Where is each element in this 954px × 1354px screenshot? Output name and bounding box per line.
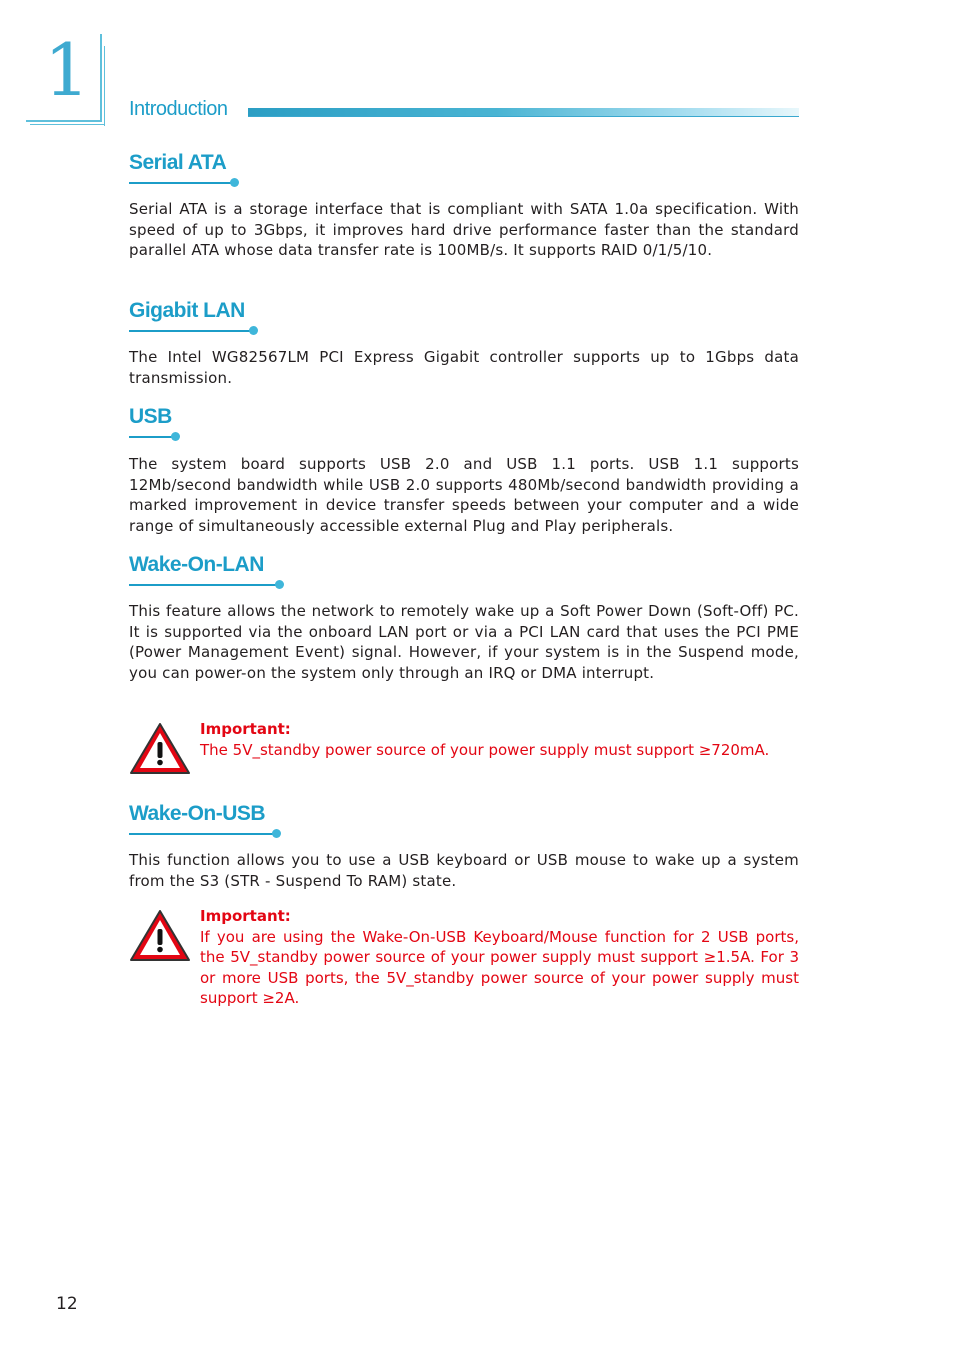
section-underline: [129, 178, 799, 188]
section-underline: [129, 580, 799, 590]
section-wake-on-usb: [129, 801, 799, 891]
section-body: The Intel WG82567LM PCI Express Gigabit controller supports up to 1Gbps data transmission.: [129, 348, 799, 387]
section-underline: [129, 432, 799, 442]
section-title: USB: [129, 405, 172, 428]
chapter-frame-line: [104, 46, 105, 126]
chapter-frame-line: [100, 34, 102, 122]
important-note: [129, 719, 799, 760]
section-usb: [129, 404, 799, 536]
section-title: Wake-On-USB: [129, 802, 266, 825]
section-title: Serial ATA: [129, 151, 227, 174]
note-label: Important:: [200, 720, 291, 738]
section-title: Wake-On-LAN: [129, 553, 264, 576]
section-body: This feature allows the network to remotely wake up a Soft Power Down (Soft-Off) PC. It is supported via the onboard LAN port or via a PCI LAN card that uses the PCI PME (Power Management Event) signal. However, if your system is in the Suspend mode, you can power-on the system only through an IRQ or DMA interrupt.: [129, 602, 799, 682]
section-title: Gigabit LAN: [129, 299, 245, 322]
note-label: Important:: [200, 907, 291, 925]
section-underline: [129, 829, 799, 839]
section-wake-on-lan: [129, 552, 799, 683]
important-note: [129, 906, 799, 1009]
warning-triangle-icon: [129, 908, 191, 962]
chapter-title: Introduction: [129, 98, 228, 120]
warning-triangle-icon: [129, 721, 191, 775]
section-body: The system board supports USB 2.0 and USB 1.1 ports. USB 1.1 supports 12Mb/second bandwidth while USB 2.0 supports 480Mb/second bandwidth providing a marked improvement in device transfer speeds between your computer and a wide range of simultaneously accessible external Plug and Play peripherals.: [129, 455, 799, 535]
chapter-number: 1: [44, 28, 90, 112]
section-gigabit-lan: [129, 298, 799, 388]
section-underline: [129, 326, 799, 336]
section-body: Serial ATA is a storage interface that is compliant with SATA 1.0a specification. With speed of up to 3Gbps, it improves hard drive performance faster than the standard parallel ATA whose data transfer rate is 100MB/s. It supports RAID 0/1/5/10.: [129, 200, 799, 259]
chapter-title-bar-line: [248, 116, 799, 117]
chapter-frame-line: [26, 120, 102, 122]
note-text: If you are using the Wake-On-USB Keyboard/Mouse function for 2 USB ports, the 5V_standby power source of your power supply must support ≥1.5A. For 3 or more USB ports, the 5V_standby power source of your power supply must support ≥2A.: [200, 927, 799, 1007]
page-number: 12: [56, 1294, 78, 1314]
chapter-frame-line: [30, 124, 104, 125]
section-body: This function allows you to use a USB keyboard or USB mouse to wake up a system from the S3 (STR - Suspend To RAM) state.: [129, 851, 799, 890]
section-serial-ata: [129, 150, 799, 261]
note-text: The 5V_standby power source of your power supply must support ≥720mA.: [200, 740, 770, 759]
